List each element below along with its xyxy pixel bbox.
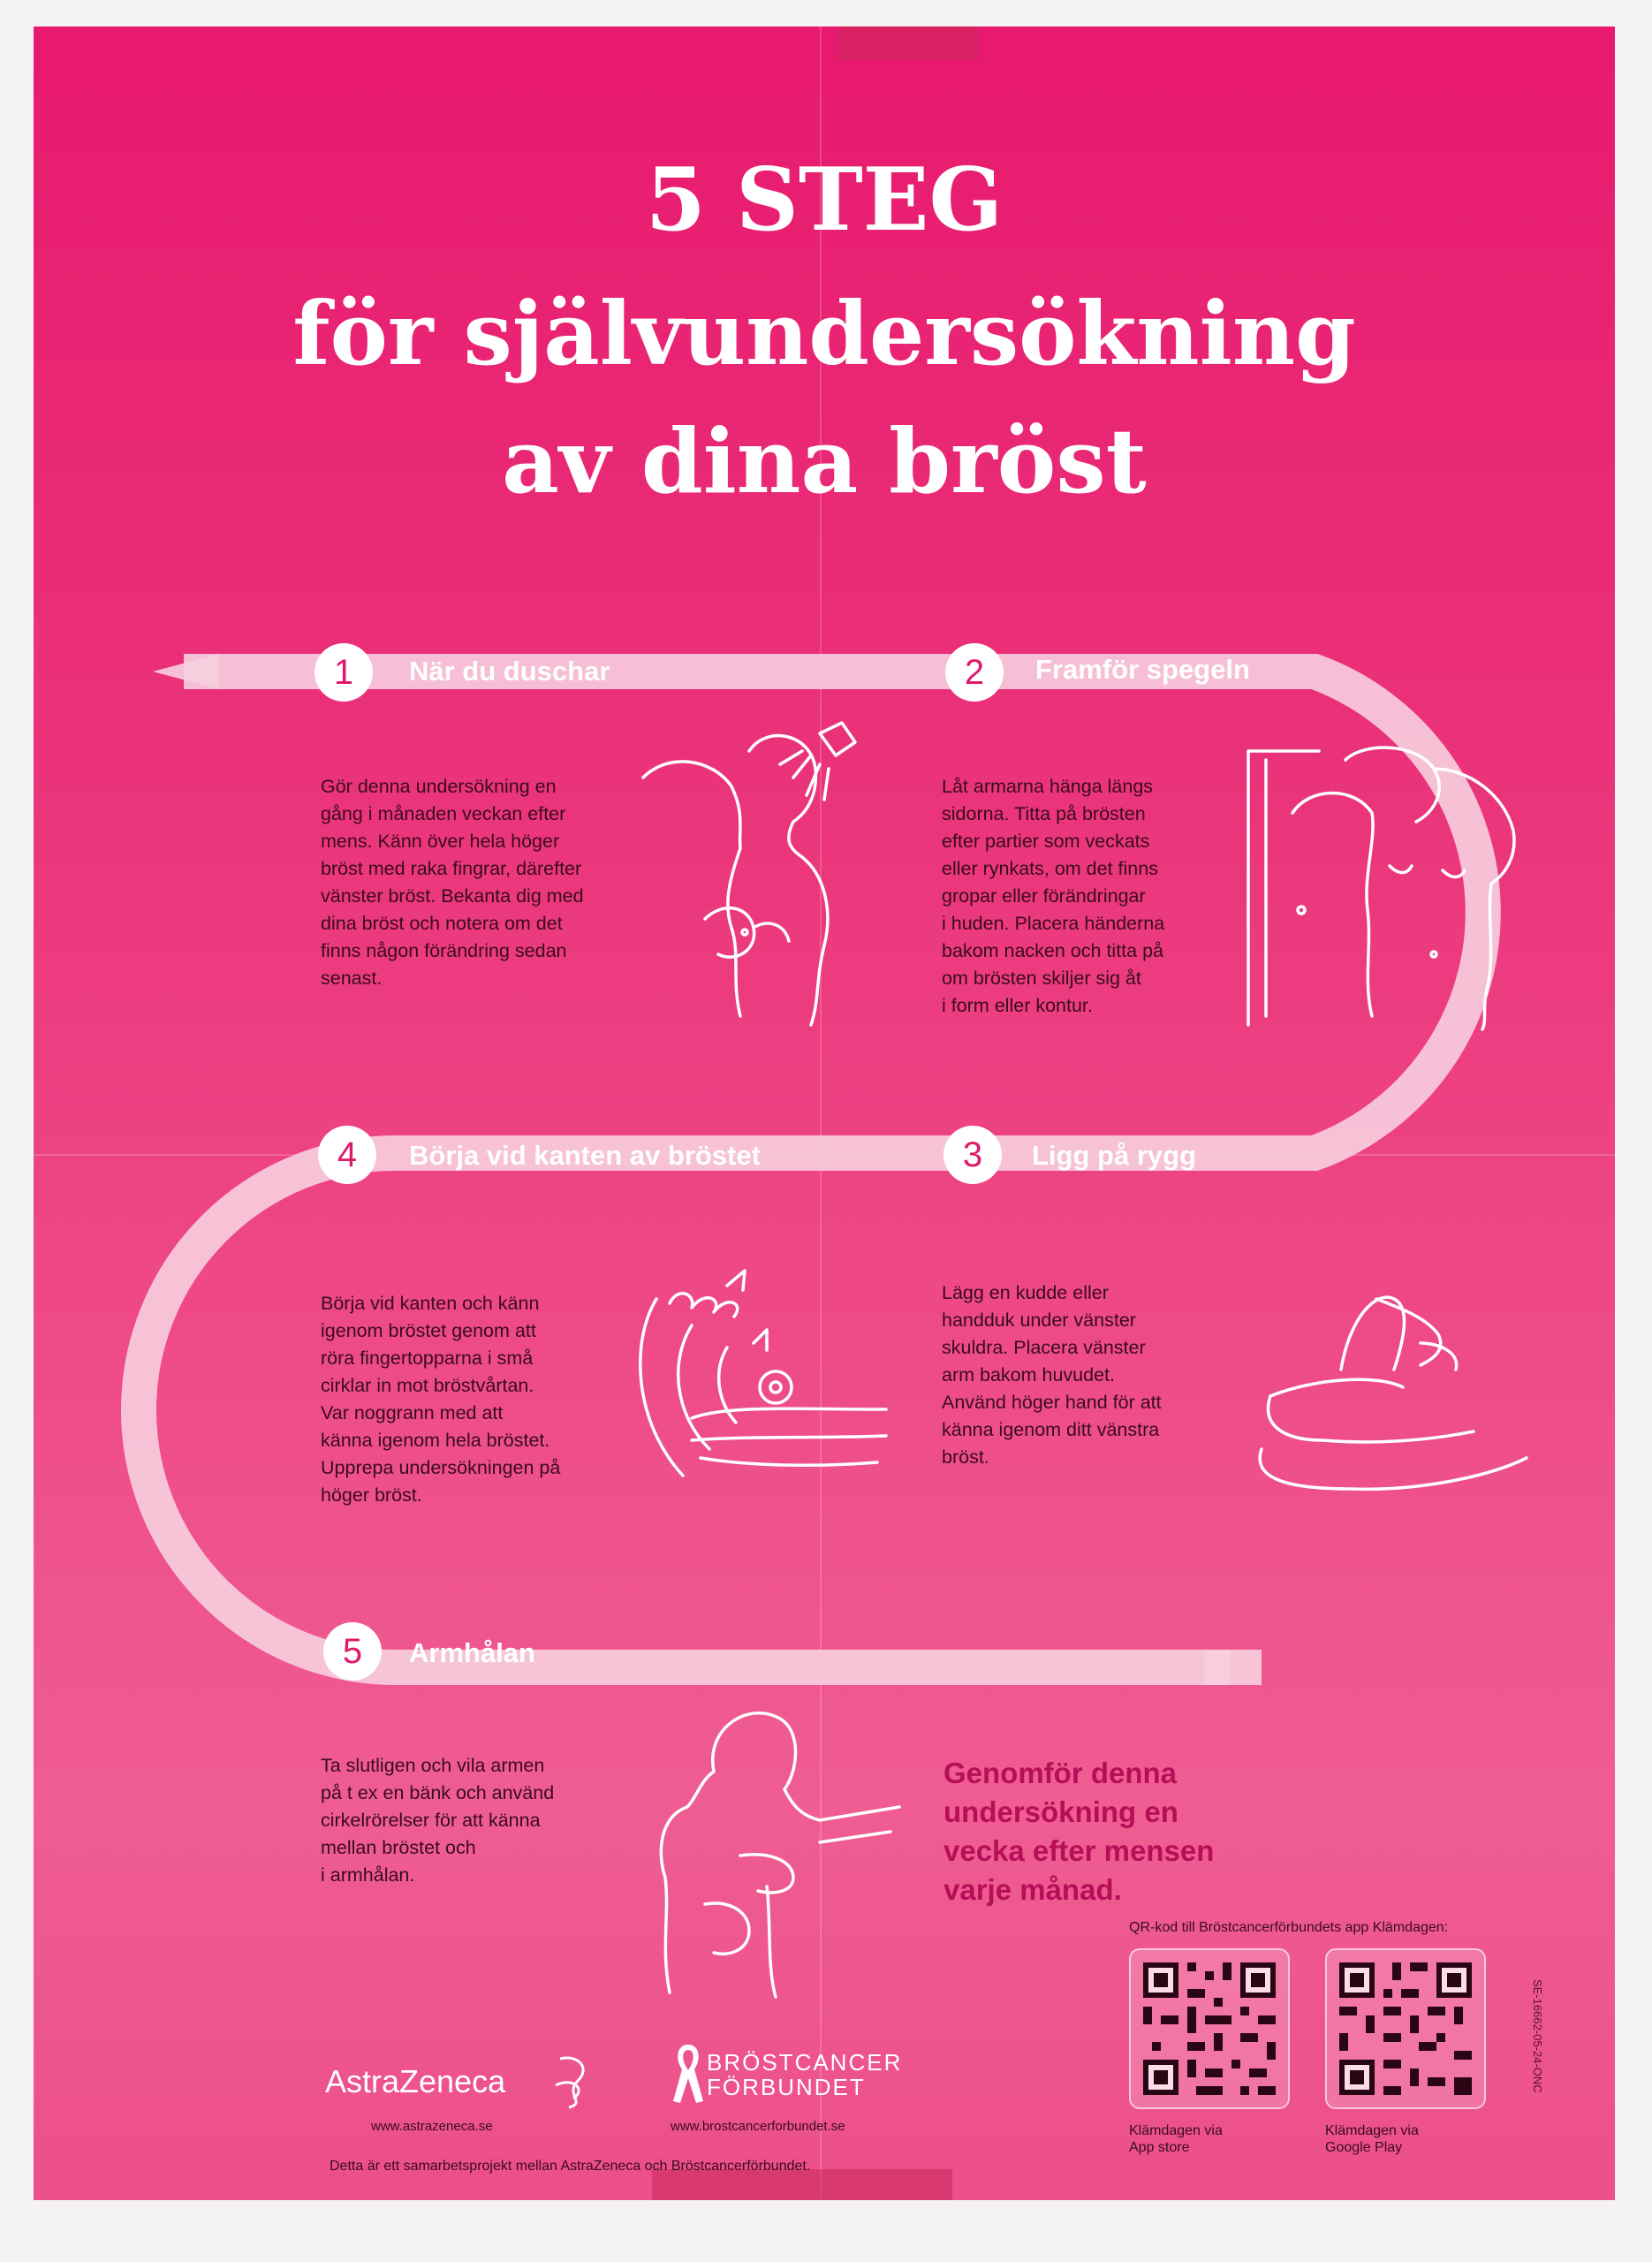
app-store-label: Klämdagen via App store: [1129, 2123, 1223, 2155]
pink-ribbon-icon: [670, 2043, 707, 2105]
step-4-title: Börja vid kanten av bröstet: [409, 1140, 761, 1171]
astrazeneca-logo: AstraZeneca: [325, 2063, 506, 2099]
title-line-2: för självundersökning: [292, 284, 1356, 385]
step-4-badge: 4: [318, 1126, 376, 1184]
step-4-text: Börja vid kanten och känn igenom bröstet genom att röra fingertopparna i små cirklar in mot bröstvårtan. Var noggrann med att känna igenom hela bröstet. Upprepa undersökningen på höger bröst.: [321, 1293, 561, 1506]
step-3-title: Ligg på rygg: [1032, 1140, 1196, 1171]
step-2-badge: 2: [945, 643, 1004, 702]
armpit-illustration: [617, 1701, 908, 2001]
title-line-1: 5 STEG: [645, 149, 1004, 251]
circular-motion-illustration: [621, 1264, 904, 1511]
step-2-title: Framför spegeln: [1035, 654, 1250, 685]
step-1-title: När du duschar: [409, 656, 610, 687]
astrazeneca-url[interactable]: www.astrazeneca.se: [371, 2119, 493, 2134]
step-1-text: Gör denna undersökning en gång i månaden veckan efter mens. Känn över hela höger bröst med raka fingrar, därefter vänster bröst. Bekanta dig med dina bröst och notera om det finns någon förändring sedan senast.: [321, 776, 584, 989]
mirror-illustration: [1239, 733, 1557, 1034]
qr-code-icon: [1327, 1950, 1484, 2107]
document-code: SE-16662-05-24-ONC: [1531, 1979, 1544, 2093]
step-2-text: Låt armarna hänga längs sidorna. Titta på brösten efter partier som veckats eller rynkats, om det finns gropar eller förändringar i huden. Placera händerna bakom nacken och titta på om brösten skiljer sig åt i form eller kontur.: [942, 776, 1165, 1016]
google-play-label: Klämdagen via Google Play: [1325, 2123, 1419, 2155]
step-1-badge: 1: [314, 643, 373, 702]
step-5-text: Ta slutligen och vila armen på t ex en bänk och använd cirkelrörelser för att känna mellan bröstet och i armhålan.: [321, 1755, 555, 1886]
footer-text: Detta är ett samarbetsprojekt mellan AstraZeneca och Bröstcancerförbundet.: [330, 2159, 811, 2174]
step-3-badge: 3: [943, 1126, 1002, 1184]
poster: [34, 27, 1615, 2200]
step-3-text: Lägg en kudde eller handduk under vänster skuldra. Placera vänster arm bakom huvudet. Använd höger hand för att känna igenom ditt vänstra bröst.: [942, 1282, 1162, 1468]
title-line-3: av dina bröst: [502, 409, 1147, 513]
shower-illustration: [634, 716, 899, 1034]
astrazeneca-symbol-icon: [551, 2050, 595, 2112]
step-5-title: Armhålan: [409, 1637, 535, 1668]
qr-caption: QR-kod till Bröstcancerförbundets app Klämdagen:: [1129, 1920, 1449, 1935]
qr-code-google-play[interactable]: [1325, 1948, 1486, 2109]
call-to-action: Genomför denna undersökning en vecka efter mensen varje månad.: [943, 1757, 1215, 1906]
brostcancerforbundet-url[interactable]: www.brostcancerforbundet.se: [671, 2119, 845, 2134]
qr-code-app-store[interactable]: [1129, 1948, 1290, 2109]
lying-down-illustration: [1244, 1264, 1553, 1502]
qr-code-icon: [1131, 1950, 1288, 2107]
brostcancerforbundet-logo: BRÖSTCANCER FÖRBUNDET: [707, 2049, 903, 2100]
step-5-badge: 5: [323, 1622, 382, 1681]
